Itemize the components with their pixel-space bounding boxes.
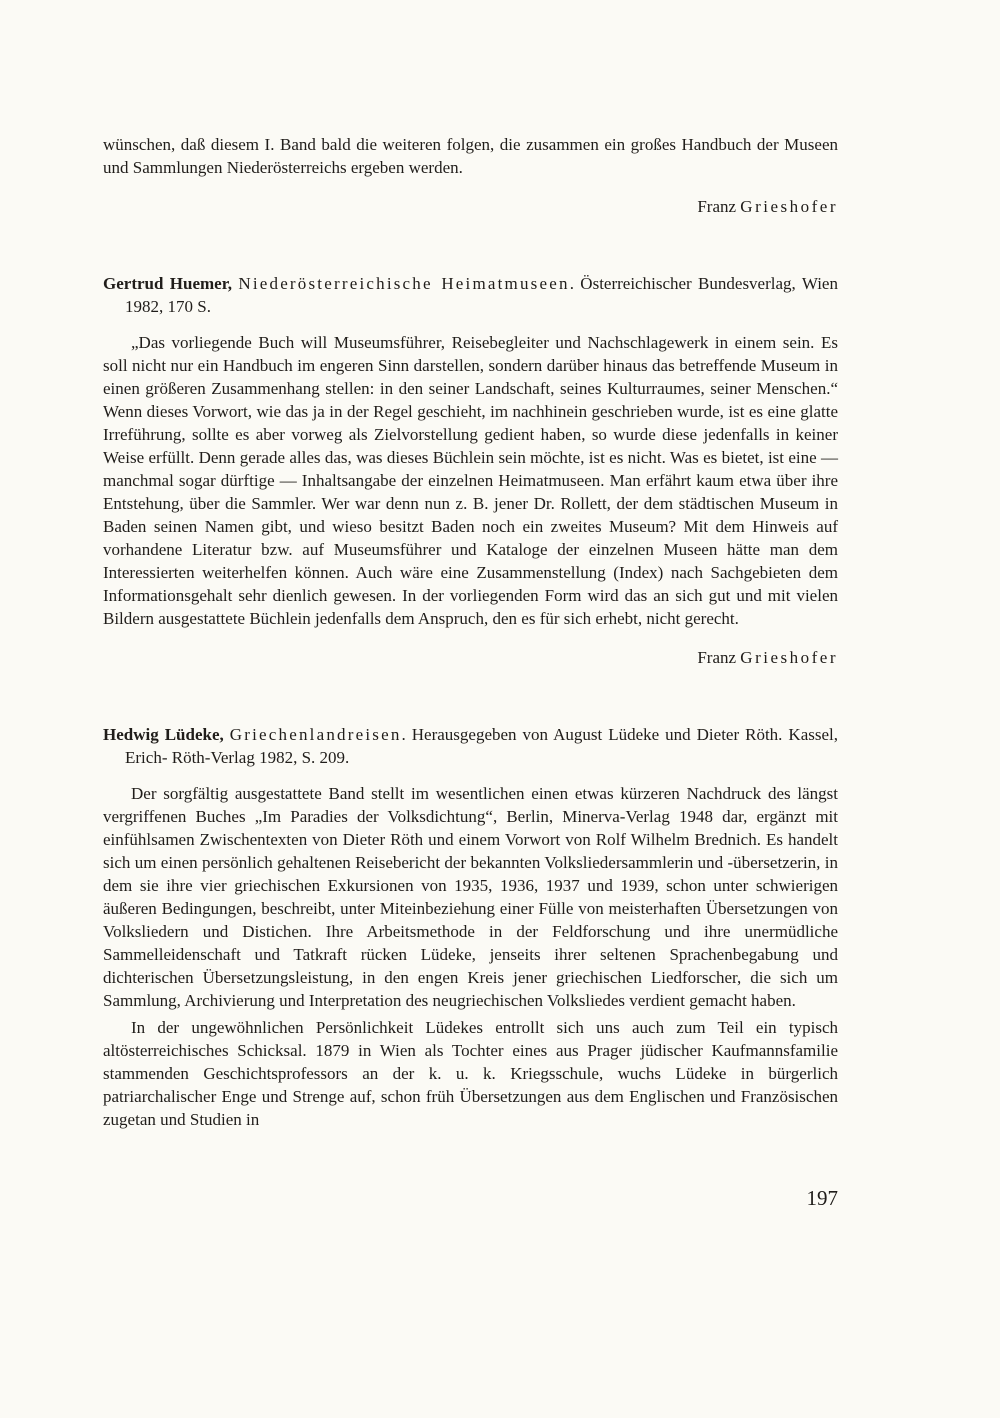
review-heading-huemer — [103, 272, 838, 318]
book-page — [103, 0, 838, 1418]
review-heading-luedeke — [103, 723, 838, 769]
signature-first-name: Franz — [697, 648, 737, 667]
intro-signature — [103, 195, 838, 218]
intro-continuation-paragraph: wünschen, daß diesem I. Band bald die weiteren folgen, die zusammen ein großes Handbuch der Museen und Sammlungen Niederösterreichs ergeben werden. — [103, 135, 838, 177]
review-title: Griechenlandreisen — [229, 725, 402, 744]
review-signature — [103, 646, 838, 669]
review-imprint: . Herausgegeben von August Lüdeke und Dieter Röth. Kassel, Erich- Röth-Verlag 1982, S. 209. — [125, 725, 838, 767]
page-number: 197 — [806, 1186, 838, 1210]
signature-last-name: Grieshofer — [740, 648, 838, 667]
review-author: Hedwig Lüdeke, — [103, 725, 224, 744]
signature-first-name: Franz — [697, 197, 737, 216]
review-paragraph: Der sorgfältig ausgestattete Band stellt im wesentlichen einen etwas kürzeren Nachdruck des längst vergriffenen Buches „Im Paradies der Volksdichtung“, Berlin, Minerva-Verlag 1948 dar, ergänzt mit einfühlsamen Zwischentexten von Dieter Röth und einem Vorwort von Rolf Wilhelm Brednich. Es handelt sich um einen persönlich gehaltenen Reisebericht der bekannten Volksliedersammlerin und -übersetzerin, in dem sie ihre vier griechischen Exkursionen von 1935, 1936, 1937 und 1939, schon unter schwierigen äußeren Bedingungen, beschreibt, unter Miteinbeziehung einer Fülle von meisterhaften Übersetzungen von Volksliedern und Distichen. Ihre Arbeitsmethode in der Feldforschung und ihre unermüdliche Sammelleidenschaft und Tatkraft rücken Lüdeke, jenseits ihrer seltenen Sprachenbegabung und dichterischen Übersetzungsleistung, in den engen Kreis jener griechischen Liedforscher, die sich um Sammlung, Archivierung und Interpretation des neugriechischen Volksliedes verdient gemacht haben. — [103, 784, 838, 1010]
review-paragraph: In der ungewöhnlichen Persönlichkeit Lüdekes entrollt sich uns auch zum Teil ein typisch altösterreichisches Schicksal. 1879 in Wien als Tochter eines aus Prager jüdischer Kaufmannsfamilie stammenden Geschichtsprofessors an der k. u. k. Kriegsschule, wuchs Lüdeke in bürgerlich patriarchalischer Enge und Strenge auf, schon früh Übersetzungen aus dem Englischen und Französischen zugetan und Studien in — [103, 1018, 838, 1129]
review-imprint: . Österreichischer Bundesverlag, Wien 1982, 170 S. — [125, 274, 838, 316]
review-title: Niederösterreichische Heimatmuseen — [238, 274, 570, 293]
signature-last-name: Grieshofer — [740, 197, 838, 216]
review-paragraph: „Das vorliegende Buch will Museumsführer, Reisebegleiter und Nachschlagewerk in einem sein. Es soll nicht nur ein Handbuch im engeren Sinn darstellen, sondern darüber hinaus das betreffende Museum in einen größeren Zusammenhang stellen: in den seiner Landschaft, seines Kulturraumes, seiner Menschen.“ Wenn dieses Vorwort, wie das ja in der Regel geschieht, im nachhinein geschrieben wurde, ist es eine glatte Irreführung, sollte es aber vorweg als Zielvorstellung gedient haben, so wurde diese jedenfalls in keiner Weise erfüllt. Denn gerade alles das, was dieses Büchlein sein möchte, ist es nicht. Was es bietet, ist eine — manchmal sogar dürftige — Inhaltsangabe der einzelnen Heimatmuseen. Man erfährt kaum etwa über ihre Entstehung, über die Sammler. Wer war denn nun z. B. jener Dr. Rollett, der dem städtischen Museum in Baden seinen Namen gibt, und wieso besitzt Baden noch ein zweites Museum? Mit dem Hinweis auf vorhandene Literatur bzw. auf Museumsführer und Kataloge der einzelnen Museen hätte man dem Interessierten weiterhelfen können. Auch wäre eine Zusammenstellung (Index) nach Sachgebieten dem Informationsgehalt sehr dienlich gewesen. In der vorliegenden Form wird das an sich gut und mit vielen Bildern ausgestattete Büchlein jedenfalls dem Anspruch, den es für sich erhebt, nicht gerecht. — [103, 333, 838, 628]
review-author: Gertrud Huemer, — [103, 274, 232, 293]
